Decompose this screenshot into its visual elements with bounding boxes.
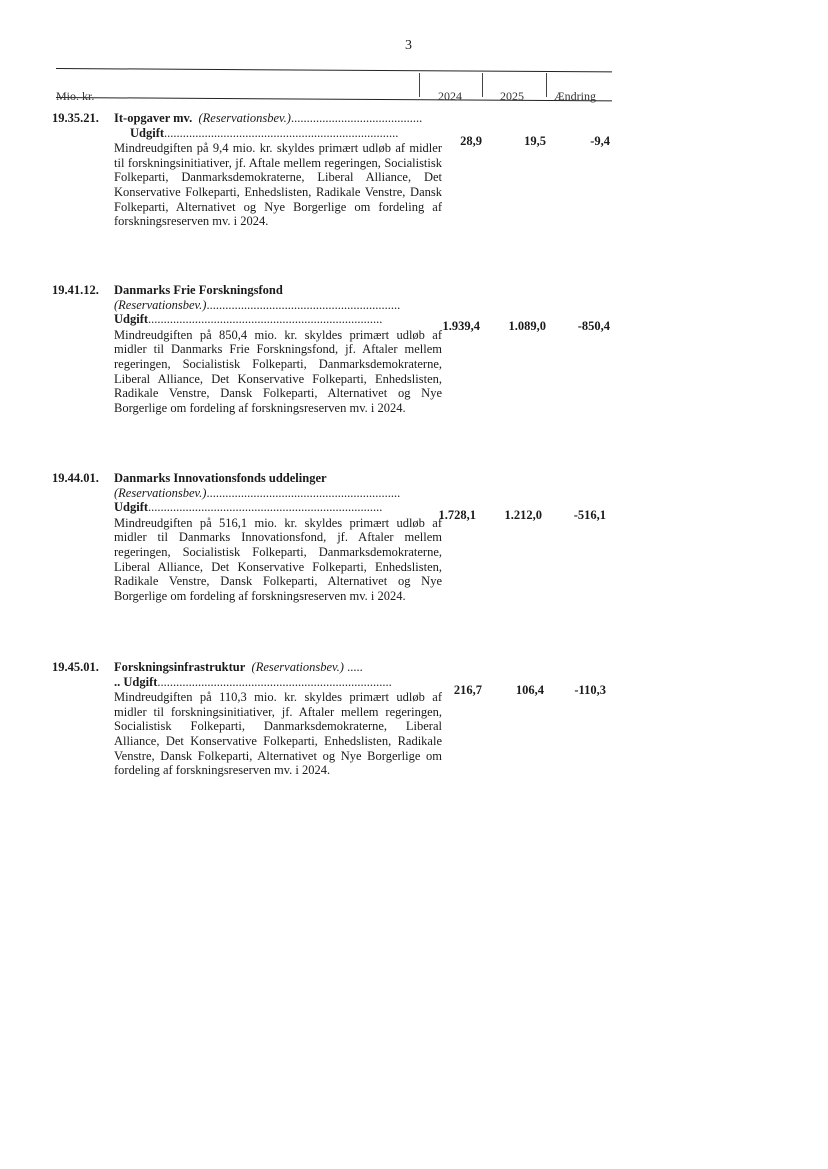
udgift-label: .. Udgift [114,674,158,689]
entry-title: Forskningsinfrastruktur [114,660,246,674]
column-divider [546,73,547,97]
value-2024: 216,7 [453,683,482,697]
entry-code: 19.35.21. [52,111,99,125]
column-divider [482,73,483,97]
page-number: 3 [405,38,412,53]
entry-description: Mindreudgiften på 9,4 mio. kr. skyldes primært udløb af midler til forskningsinitiativer, jf. Aftale mellem regeringen, Socialistisk Folkeparti, Danmarksdemokraterne, Liberal Alliance, Det Konservative Folkeparti, Enhedslisten, Radikale Venstre, Dansk Folkeparti, Alternativet og Nye Borgerlige om fordeling af forskningsreserven mv. i 2024. [114,141,442,229]
table-header-top-rule [56,68,612,72]
udgift-label: Udgift [130,125,165,140]
entry-code: 19.44.01. [52,471,99,485]
udgift-line: .. Udgift........................................................................... [114,674,392,689]
entry-title-italic: (Reservationsbev.) [251,660,344,674]
value-2024: 28,9 [460,134,482,148]
entry-title-italic-line: (Reservationsbev.).............................................................. [114,485,401,500]
entry-title-italic: (Reservationsbev.) [198,111,291,125]
entry-title: Danmarks Innovationsfonds uddelinger [114,471,327,485]
value-2025: 1.089,0 [508,319,546,333]
udgift-label: Udgift [114,500,149,515]
entry-code: 19.41.12. [52,283,99,297]
entry-code: 19.45.01. [52,660,99,674]
value-change: -9,4 [590,134,610,148]
entry-description: Mindreudgiften på 516,1 mio. kr. skyldes primært udløb af midler til Danmarks Innovationsfond, jf. Aftaler mellem regeringen, Socialistisk Folkeparti, Danmarksdemokraterne, Liberal Alliance, Det Konservative Folkeparti, Enhedslisten, Radikale Venstre, Dansk Folkeparti, Alternativet og Nye Borgerlige om fordeling af forskningsreserven mv. i 2024. [114,515,442,603]
entry-title-italic: (Reservationsbev.) [114,485,207,500]
column-header-change: Ændring [554,89,596,103]
value-change: -850,4 [577,319,610,333]
value-2024: 1.728,1 [438,508,476,522]
udgift-line: Udgift........................................................................... [114,500,383,515]
udgift-line: Udgift........................................................................... [114,312,383,327]
entry-title-italic-line: (Reservationsbev.).............................................................. [114,297,401,312]
entry-title: Danmarks Frie Forskningsfond [114,283,283,297]
entry-title-line: Forskningsinfrastruktur (Reservationsbev.) ..... [114,660,363,674]
value-2025: 1.212,0 [504,508,542,522]
entry-title-line: It-opgaver mv. (Reservationsbev.).......................................... [114,111,423,125]
column-header-2024: 2024 [438,89,462,103]
entry-title-italic: (Reservationsbev.) [114,297,207,312]
entry-title: It-opgaver mv. [114,111,193,125]
value-2025: 19,5 [524,134,546,148]
table-header-bottom-rule [56,97,612,101]
udgift-label: Udgift [114,312,149,327]
entry-description: Mindreudgiften på 110,3 mio. kr. skyldes primært udløb af midler til forskningsinitiativer, jf. Aftaler mellem regeringen, Socialistisk Folkeparti, Danmarksdemokraterne, Liberal Alliance, Det Konservative Folkeparti, Enhedslisten, Radikale Venstre, Dansk Folkeparti, Alternativet og Nye Borgerlige om fordeling af forskningsreserven mv. i 2024. [114,690,442,778]
unit-label: Mio. kr. [56,89,95,103]
value-change: -110,3 [574,683,606,697]
value-2024: 1.939,4 [442,319,480,333]
column-divider [419,73,420,97]
udgift-line: Udgift........................................................................... [130,125,399,140]
column-header-2025: 2025 [500,89,524,103]
value-2025: 106,4 [515,683,544,697]
entry-description: Mindreudgiften på 850,4 mio. kr. skyldes primært udløb af midler til Danmarks Frie Forskningsfond, jf. Aftaler mellem regeringen, Socialistisk Folkeparti, Danmarksdemokraterne, Liberal Alliance, Det Konservative Folkeparti, Enhedslisten, Radikale Venstre, Dansk Folkeparti, Alternativet og Nye Borgerlige om fordeling af forskningsreserven mv. i 2024. [114,327,442,415]
value-change: -516,1 [573,508,606,522]
